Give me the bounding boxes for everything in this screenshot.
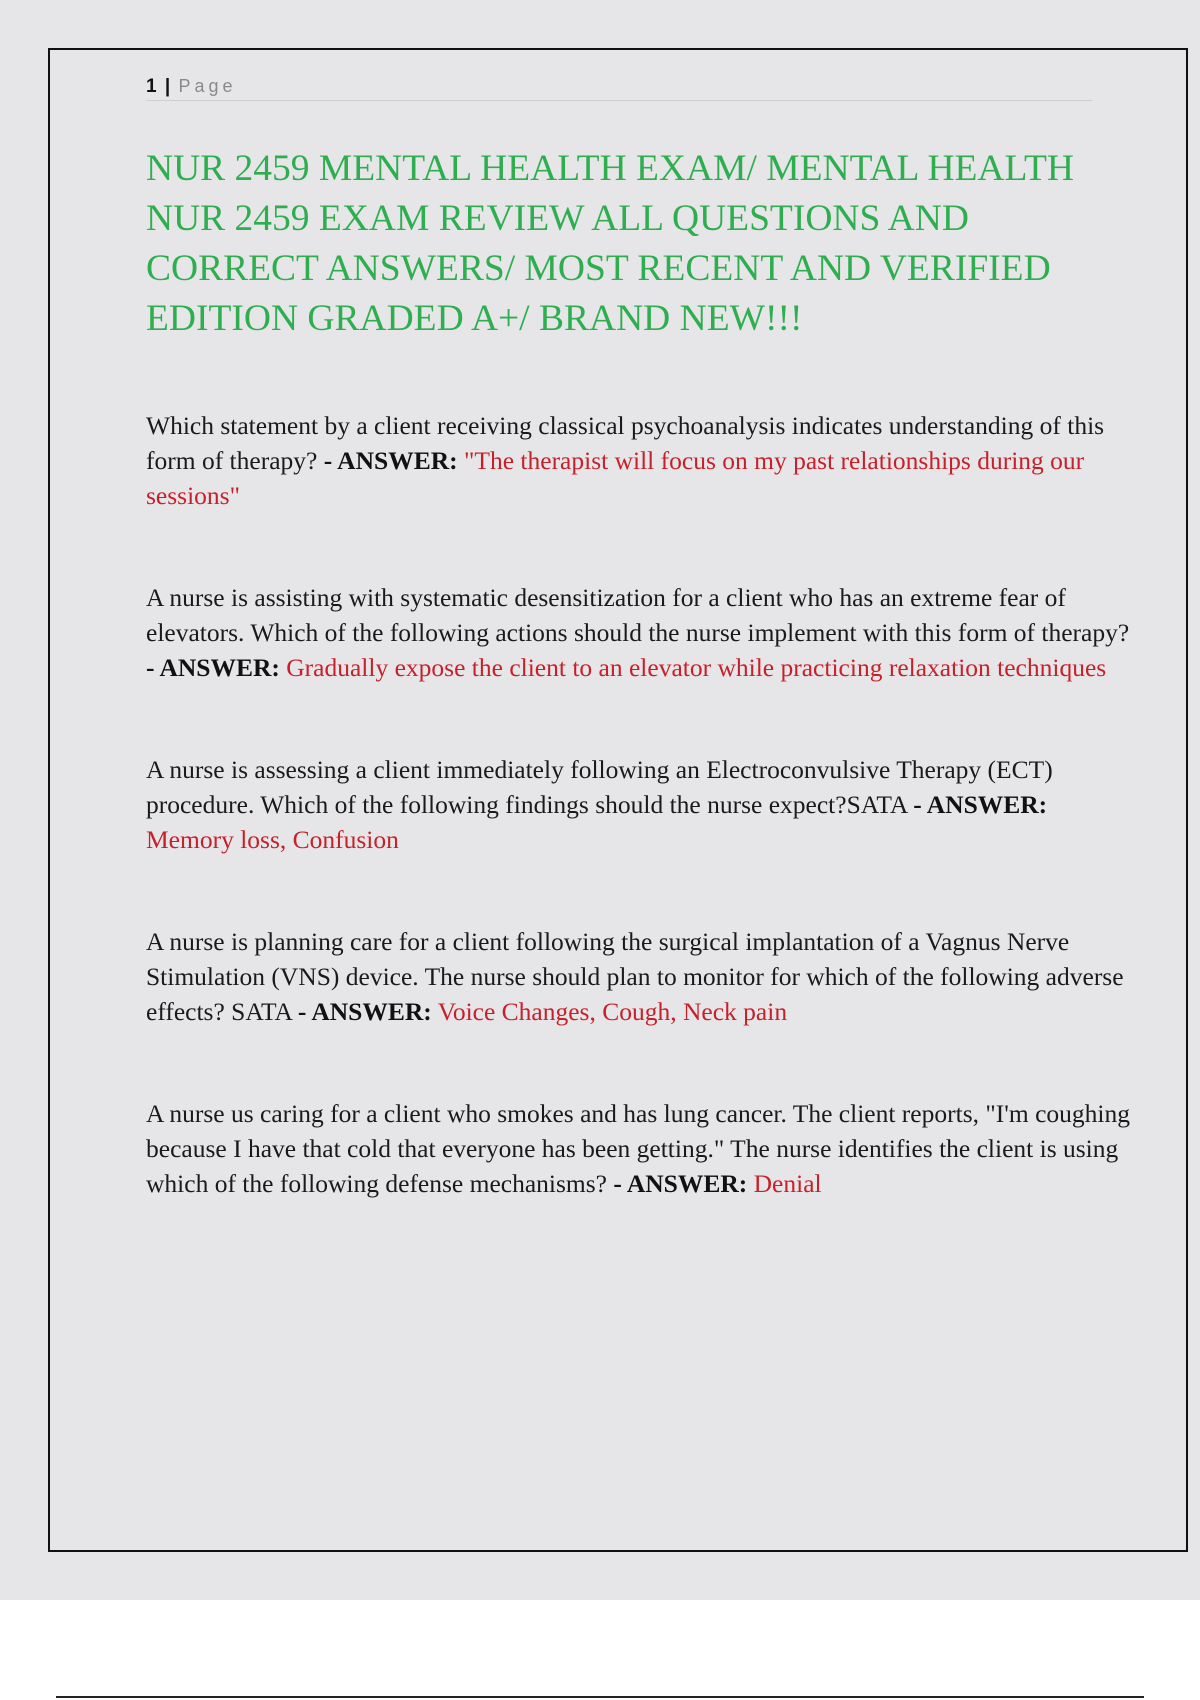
question-text: A nurse us caring for a client who smokes and has lung cancer. The client reports, "I'm coughing because I have that cold that everyone has been getting." The nurse identifies the client is using which of the following defense mechanisms?	[146, 1099, 1130, 1198]
answer-text: Gradually expose the client to an elevator while practicing relaxation techniques	[286, 653, 1107, 682]
question-text: A nurse is assessing a client immediately following an Electroconvulsive Therapy (ECT) procedure. Which of the following findings should the nurse expect?SATA	[146, 755, 1053, 819]
answer-text: Voice Changes, Cough, Neck pain	[437, 997, 788, 1026]
answer-text: Denial	[753, 1169, 822, 1198]
answer-label: - ANSWER:	[613, 1169, 748, 1198]
document-page	[48, 48, 1188, 1552]
question-item	[146, 752, 1136, 857]
answer-label: - ANSWER:	[146, 653, 280, 682]
question-item	[146, 580, 1136, 685]
question-item	[146, 408, 1136, 513]
question-text: A nurse is assisting with systematic desensitization for a client who has an extreme fear of elevators. Which of the following actions should the nurse implement with this form of therapy?	[146, 583, 1130, 647]
answer-text: "The therapist will focus on my past relationships during our sessions"	[146, 446, 1085, 510]
answer-label: - ANSWER:	[323, 446, 458, 475]
answer-label: - ANSWER:	[913, 790, 1048, 819]
page-label: Page	[178, 76, 237, 96]
question-text: A nurse is planning care for a client following the surgical implantation of a Vagnus Nerve Stimulation (VNS) device. The nurse should plan to monitor for which of the following adverse effects? SATA	[146, 927, 1124, 1026]
page-number: 1	[146, 76, 157, 97]
question-item	[146, 924, 1136, 1029]
next-page-divider	[56, 1696, 1144, 1698]
answer-label: - ANSWER:	[297, 997, 432, 1026]
page-header	[146, 74, 1092, 101]
answer-text: Memory loss, Confusion	[146, 825, 399, 854]
page-separator: |	[164, 76, 171, 97]
question-list	[146, 408, 1136, 1268]
question-item	[146, 1096, 1136, 1201]
question-text: Which statement by a client receiving classical psychoanalysis indicates understanding of this form of therapy?	[146, 411, 1105, 475]
document-title: NUR 2459 MENTAL HEALTH EXAM/ MENTAL HEALTH NUR 2459 EXAM REVIEW ALL QUESTIONS AND CORRECT ANSWERS/ MOST RECENT AND VERIFIED EDITION GRADED A+/ BRAND NEW!!!	[146, 148, 1074, 339]
